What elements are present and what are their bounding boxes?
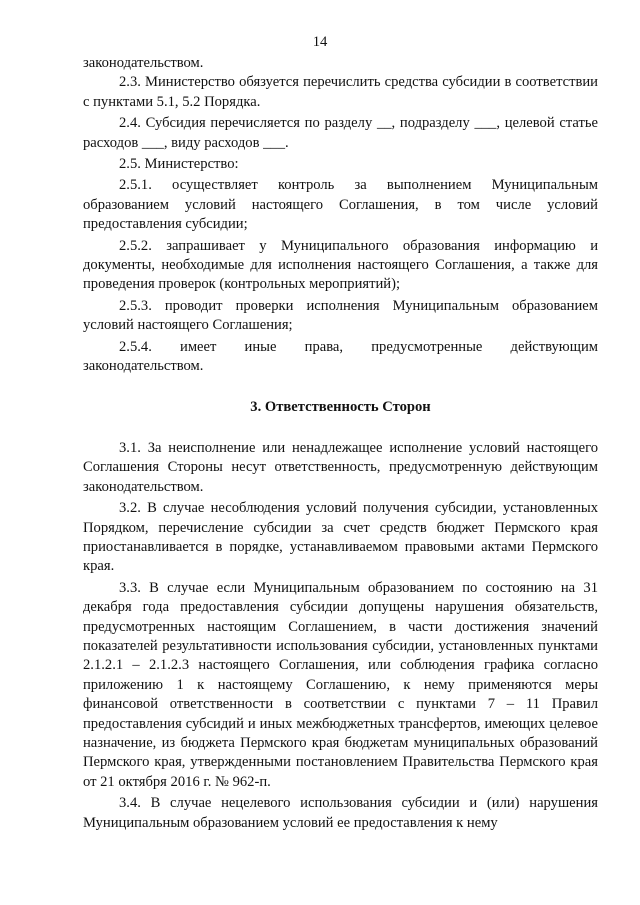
paragraph-2-3: 2.3. Министерство обязуется перечислить средства субсидии в соответствии с пунктами 5.1, 5.2 Порядка. — [83, 74, 598, 110]
paragraph-3-2: 3.2. В случае несоблюдения условий получения субсидии, установленных Порядком, перечисление субсидии за счет средств бюджет Пермского края приостанавливается в порядке, устанавливаемом правовыми актами Пермского края. — [83, 500, 598, 575]
paragraph-2-5-2: 2.5.2. запрашивает у Муниципального образования информацию и документы, необходимые для исполнения настоящего Соглашения, а также для проведения проверок (контрольных мероприятий); — [83, 237, 598, 293]
paragraph-3-4: 3.4. В случае нецелевого использования субсидии и (или) нарушения Муниципальным образованием условий ее предоставления к нему — [83, 795, 598, 831]
section-heading: 3. Ответственность Сторон — [250, 398, 431, 415]
paragraph-3-3: 3.3. В случае если Муниципальным образованием по состоянию на 31 декабря года предоставления субсидии допущены нарушения обязательств, предусмотренных настоящим Соглашением, в части достижения значений показателей результативности использования субсидии, установленных пунктами 2.1.2.1 – 2.1.2.3 настоящего Соглашения, или соблюдения графика согласно приложению 1 к настоящему Соглашению, к нему применяются меры финансовой ответственности в соответствии с пунктами 7 – 11 Правил предоставления субсидий и иных межбюджетных трансфертов, имеющих целевое назначение, из бюджета Пермского края бюджетам муниципальных образований Пермского края, утвержденными постановлением Правительства Пермского края от 21 октября 2016 г. № 962-п. — [83, 579, 598, 790]
paragraph-3-1: 3.1. За неисполнение или ненадлежащее исполнение условий настоящего Соглашения Стороны несут ответственность, предусмотренную действующим законодательством. — [83, 439, 598, 495]
paragraph-2-5-3: 2.5.3. проводит проверки исполнения Муниципальным образованием условий настоящего Соглашения; — [83, 297, 598, 334]
paragraph-2-4: 2.4. Субсидия перечисляется по разделу __, подразделу ___, целевой статье расходов ___, виду расходов ___. — [83, 115, 598, 151]
document-body — [83, 54, 598, 833]
page-number: 14 — [312, 34, 328, 50]
paragraph-2-5-4: 2.5.4. имеет иные права, предусмотренные действующим законодательством. — [83, 338, 598, 375]
paragraph-2-5: 2.5. Министерство: — [119, 156, 239, 173]
paragraph-2-5-1: 2.5.1. осуществляет контроль за выполнением Муниципальным образованием условий настоящего Соглашения, в том числе условий предоставления субсидии; — [83, 177, 598, 233]
paragraph-continuation: законодательством. — [83, 55, 204, 71]
